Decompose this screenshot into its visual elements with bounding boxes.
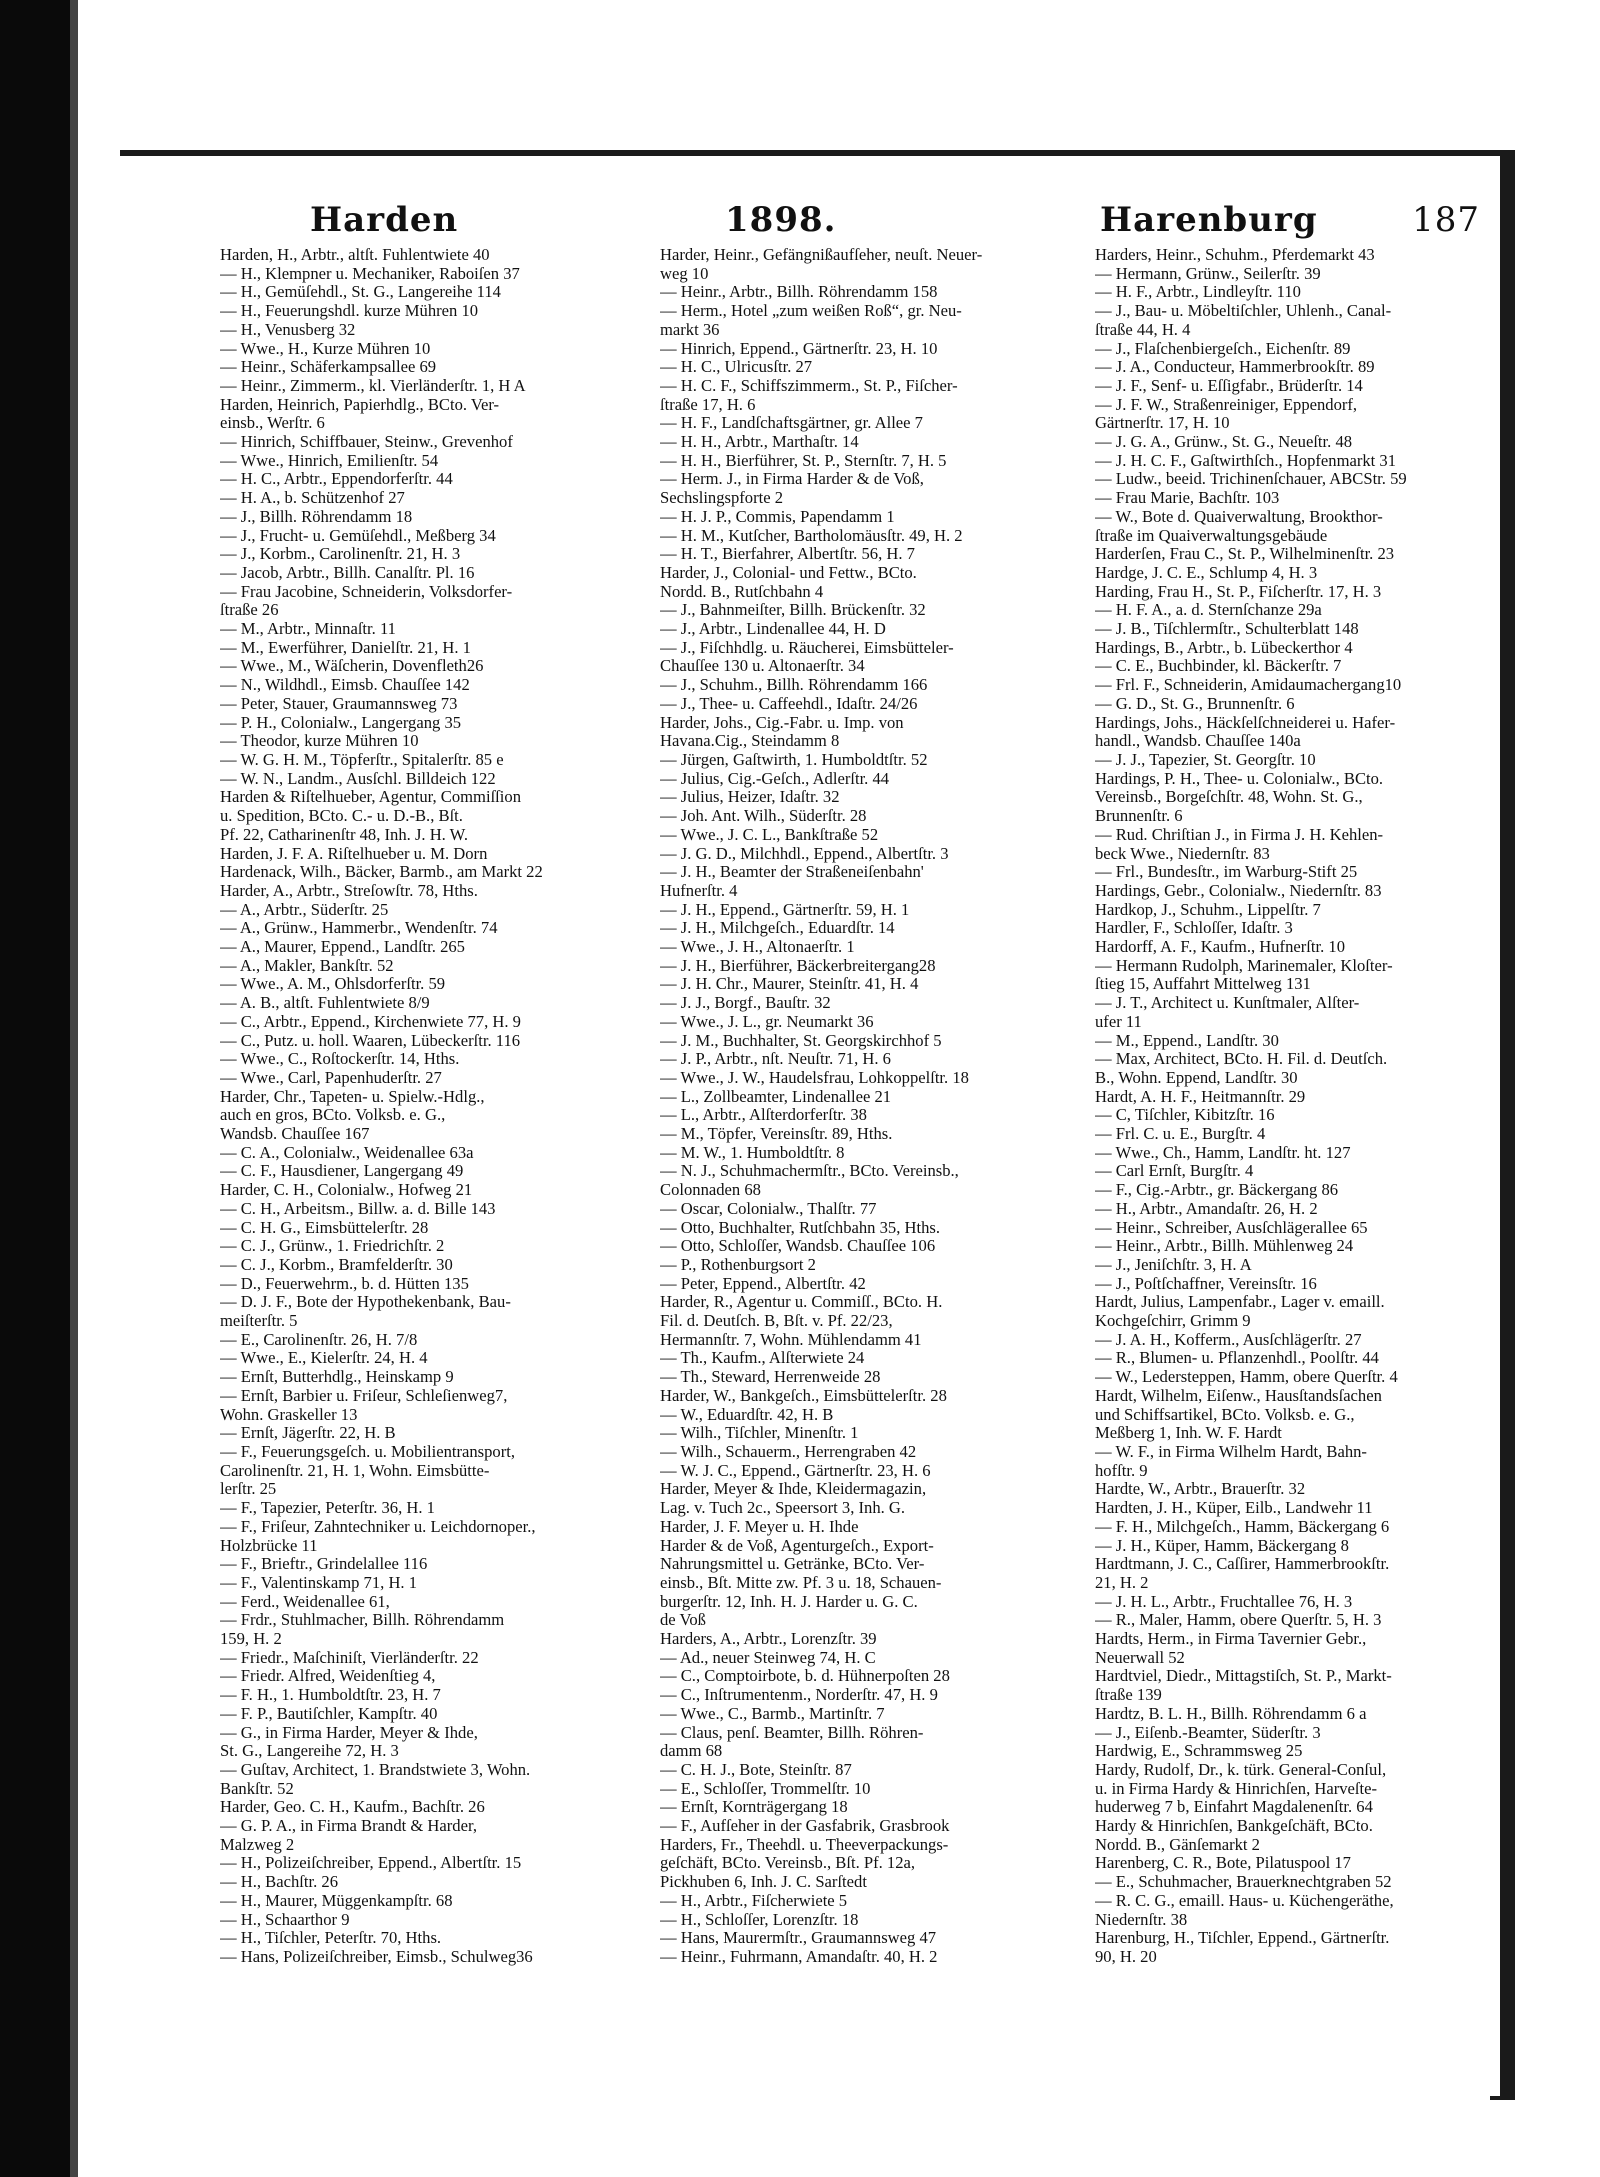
directory-entry-line: — C. J., Grünw., 1. Friedrichſtr. 2	[220, 1237, 445, 1256]
directory-entry-line: — E., Schloſſer, Trommelſtr. 10	[660, 1779, 871, 1798]
column-3	[1095, 246, 1495, 2076]
directory-entry-line: — Hans, Polizeiſchreiber, Eimsb., Schulweg36	[220, 1947, 533, 1966]
directory-entry-line: Wohn. Graskeller 13	[220, 1405, 358, 1424]
directory-entry-line: Harden, H., Arbtr., altſt. Fuhlentwiete 40	[220, 246, 490, 264]
directory-entry-line: ſtraße 17, H. 6	[660, 395, 756, 414]
directory-entry-line: — W. G. H. M., Töpferſtr., Spitalerſtr. 85 e	[220, 750, 504, 769]
directory-entry-line: — F., Friſeur, Zahntechniker u. Leichdornoper.,	[220, 1517, 536, 1536]
directory-entry-line: Kochgeſchirr, Grimm 9	[1095, 1312, 1251, 1331]
directory-entry-line: — J. B., Tiſchlermſtr., Schulterblatt 148	[1095, 620, 1359, 639]
directory-entry-line: — F., Brieftr., Grindelallee 116	[220, 1555, 428, 1574]
directory-entry-line: Hardings, B., Arbtr., b. Lübeckerthor 4	[1095, 638, 1353, 657]
directory-entry-line: — W. J. C., Eppend., Gärtnerſtr. 23, H. 6	[660, 1461, 931, 1480]
directory-entry-line: — F., Cig.-Arbtr., gr. Bäckergang 86	[1095, 1181, 1339, 1200]
directory-entry-line: — J. F. W., Straßenreiniger, Eppendorf,	[1095, 395, 1358, 414]
directory-entry-line: — Theodor, kurze Mühren 10	[220, 732, 419, 751]
directory-entry-line: Pf. 22, Catharinenſtr 48, Inh. J. H. W.	[220, 825, 468, 844]
directory-entry-line: — Frl. C. u. E., Burgſtr. 4	[1095, 1125, 1266, 1144]
directory-entry-line: Hardings, Johs., Häckſelſchneiderei u. Hafer-	[1095, 713, 1396, 732]
directory-entry-line: — Otto, Schloſſer, Wandsb. Chauſſee 106	[660, 1237, 936, 1256]
directory-entry-line: — H. A., b. Schützenhof 27	[220, 489, 405, 508]
directory-entry-line: — M., Eppend., Landſtr. 30	[1095, 1031, 1279, 1050]
directory-entry-line: 90, H. 20	[1095, 1947, 1157, 1966]
directory-entry-line: Nahrungsmittel u. Getränke, BCto. Ver-	[660, 1555, 925, 1574]
directory-entry-line: — C. H. G., Eimsbüttelerſtr. 28	[220, 1218, 429, 1237]
directory-entry-line: ſtraße 44, H. 4	[1095, 320, 1191, 339]
directory-entry-line: Pickhuben 6, Inh. J. C. Sarſtedt	[660, 1873, 867, 1892]
directory-entry-line: — Wwe., M., Wäſcherin, Dovenfleth26	[220, 657, 484, 676]
directory-entry-line: Hermannſtr. 7, Wohn. Mühlendamm 41	[660, 1330, 922, 1349]
directory-entry-line: — J., Arbtr., Lindenallee 44, H. D	[660, 620, 886, 639]
directory-entry-line: handl., Wandsb. Chauſſee 140a	[1095, 732, 1301, 751]
directory-entry-line: — H., Feuerungshdl. kurze Mühren 10	[220, 302, 479, 321]
directory-entry-line: — Wwe., J. H., Altonaerſtr. 1	[660, 938, 855, 957]
directory-entry-line: ſtieg 15, Auffahrt Mittelweg 131	[1095, 975, 1311, 994]
directory-entry-line: — J., Frucht- u. Gemüſehdl., Meßberg 34	[220, 526, 496, 545]
directory-entry-line: — L., Arbtr., Alſterdorferſtr. 38	[660, 1106, 867, 1125]
directory-entry-line: Harder, Johs., Cig.-Fabr. u. Imp. von	[660, 713, 904, 732]
directory-entry-line: — A., Arbtr., Süderſtr. 25	[220, 900, 389, 919]
directory-entry-line: — H. F., Landſchaftsgärtner, gr. Allee 7	[660, 414, 923, 433]
directory-entry-line: — J. J., Borgf., Bauſtr. 32	[660, 994, 831, 1013]
page-number: 187	[1412, 200, 1480, 240]
directory-entry-line: — Heinr., Arbtr., Billh. Mühlenweg 24	[1095, 1237, 1354, 1256]
directory-entry-line: Harder, Heinr., Gefängnißaufſeher, neuſt. Neuer-	[660, 246, 983, 264]
directory-entry-line: — M., Töpfer, Vereinsſtr. 89, Hths.	[660, 1125, 893, 1144]
directory-entry-line: — F., Tapezier, Peterſtr. 36, H. 1	[220, 1499, 435, 1518]
directory-entry-line: Hardenack, Wilh., Bäcker, Barmb., am Markt 22	[220, 863, 543, 882]
directory-entry-line: Hardt, Wilhelm, Eiſenw., Hausſtandsſachen	[1095, 1386, 1382, 1405]
directory-entry-line: — J. J., Tapezier, St. Georgſtr. 10	[1095, 750, 1316, 769]
directory-entry-line: — Hinrich, Schiffbauer, Steinw., Grevenhof	[220, 433, 513, 452]
directory-entry-line: — Th., Kaufm., Alſterwiete 24	[660, 1349, 865, 1368]
directory-entry-line: — Wwe., H., Kurze Mühren 10	[220, 339, 431, 358]
directory-entry-line: — Julius, Heizer, Idaſtr. 32	[660, 788, 840, 807]
directory-entry-line: — Wwe., C., Barmb., Martinſtr. 7	[660, 1704, 885, 1723]
directory-entry-line: Hardings, Gebr., Colonialw., Niedernſtr. 83	[1095, 881, 1382, 900]
directory-entry-line: — W., Ledersteppen, Hamm, obere Querſtr. 4	[1095, 1368, 1398, 1387]
directory-entry-line: Nordd. B., Gänſemarkt 2	[1095, 1835, 1260, 1854]
directory-entry-line: Hardorff, A. F., Kaufm., Hufnerſtr. 10	[1095, 938, 1345, 957]
directory-entry-line: — H. T., Bierfahrer, Albertſtr. 56, H. 7	[660, 545, 915, 564]
directory-entry-line: Harder, J., Colonial- und Fettw., BCto.	[660, 563, 917, 582]
directory-entry-line: Hardt, A. H. F., Heitmannſtr. 29	[1095, 1087, 1306, 1106]
directory-entry-line: — Peter, Stauer, Graumannsweg 73	[220, 694, 458, 713]
directory-entry-line: — H., Klempner u. Mechaniker, Raboiſen 37	[220, 264, 520, 283]
directory-entry-line: — J. A., Conducteur, Hammerbrookſtr. 89	[1095, 358, 1375, 377]
directory-entry-line: — P. H., Colonialw., Langergang 35	[220, 713, 462, 732]
directory-entry-line: — Ferd., Weidenallee 61,	[220, 1592, 390, 1611]
directory-entry-line: — Ernſt, Barbier u. Friſeur, Schleſienweg7,	[220, 1386, 508, 1405]
directory-entry-line: Hardts, Herm., in Firma Tavernier Gebr.,	[1095, 1630, 1367, 1649]
directory-entry-line: — H. C. F., Schiffszimmerm., St. P., Fiſcher-	[660, 376, 958, 395]
directory-entry-line: — Wwe., A. M., Ohlsdorferſtr. 59	[220, 975, 446, 994]
directory-entry-line: damm 68	[660, 1742, 723, 1761]
directory-entry-line: — J., Eiſenb.-Beamter, Süderſtr. 3	[1095, 1723, 1321, 1742]
directory-entry-line: Holzbrücke 11	[220, 1536, 318, 1555]
directory-entry-line: — F. P., Bautiſchler, Kampſtr. 40	[220, 1704, 438, 1723]
directory-entry-line: — J. H., Küper, Hamm, Bäckergang 8	[1095, 1536, 1349, 1555]
directory-entry-line: — Hermann, Grünw., Seilerſtr. 39	[1095, 264, 1321, 283]
directory-entry-line: Gärtnerſtr. 17, H. 10	[1095, 414, 1230, 433]
directory-entry-line: Harder, C. H., Colonialw., Hofweg 21	[220, 1181, 473, 1200]
directory-entry-line: huderweg 7 b, Einfahrt Magdalenenſtr. 64	[1095, 1798, 1373, 1817]
directory-entry-line: — H. H., Bierführer, St. P., Sternſtr. 7, H. 5	[660, 451, 947, 470]
directory-entry-line: 159, H. 2	[220, 1630, 282, 1649]
directory-entry-line: B., Wohn. Eppend, Landſtr. 30	[1095, 1068, 1298, 1087]
directory-entry-line: — Ernſt, Jägerſtr. 22, H. B	[220, 1424, 396, 1443]
directory-entry-line: Harenberg, C. R., Bote, Pilatuspool 17	[1095, 1854, 1351, 1873]
directory-entry-line: Harder, J. F. Meyer u. H. Ihde	[660, 1517, 859, 1536]
directory-entry-line: u. Spedition, BCto. C.- u. D.-B., Bſt.	[220, 807, 463, 826]
directory-entry-line: — Frl. F., Schneiderin, Amidaumachergang10	[1095, 676, 1402, 695]
directory-entry-line: de Voß	[660, 1611, 706, 1630]
directory-entry-line: — J. T., Architect u. Kunſtmaler, Alſter-	[1095, 994, 1360, 1013]
directory-entry-line: Wandsb. Chauſſee 167	[220, 1125, 370, 1144]
directory-entry-line: — C. H., Arbeitsm., Billw. a. d. Bille 143	[220, 1199, 496, 1218]
directory-entry-line: Harenburg, H., Tiſchler, Eppend., Gärtnerſtr.	[1095, 1929, 1390, 1948]
directory-entry-line: — H., Polizeiſchreiber, Eppend., Albertſtr. 15	[220, 1854, 522, 1873]
directory-entry-line: — J. G. A., Grünw., St. G., Neueſtr. 48	[1095, 433, 1353, 452]
directory-entry-line: — J., Billh. Röhrendamm 18	[220, 507, 413, 526]
directory-entry-line: — Frdr., Stuhlmacher, Billh. Röhrendamm	[220, 1611, 505, 1630]
directory-entry-line: — Otto, Buchhalter, Rutſchbahn 35, Hths.	[660, 1218, 941, 1237]
directory-entry-line: — D. J. F., Bote der Hypothekenbank, Bau-	[220, 1293, 511, 1312]
directory-entry-line: Carolinenſtr. 21, H. 1, Wohn. Eimsbütte-	[220, 1461, 490, 1480]
directory-entry-line: — Wwe., J. W., Haudelsfrau, Lohkoppelſtr. 18	[660, 1068, 969, 1087]
directory-entry-line: — N., Wildhdl., Eimsb. Chauſſee 142	[220, 676, 470, 695]
directory-entry-line: — H. C., Ulricusſtr. 27	[660, 358, 813, 377]
directory-entry-line: — H., Bachſtr. 26	[220, 1873, 338, 1892]
directory-entry-line: Harder, Geo. C. H., Kaufm., Bachſtr. 26	[220, 1798, 485, 1817]
directory-entry-line: Hardge, J. C. E., Schlump 4, H. 3	[1095, 563, 1318, 582]
page-header	[120, 200, 1500, 242]
directory-entry-line: ſtraße im Quaiverwaltungsgebäude	[1095, 526, 1328, 545]
directory-entry-line: und Schiffsartikel, BCto. Volksb. e. G.,	[1095, 1405, 1355, 1424]
scan-page-gutter	[70, 0, 78, 2177]
directory-entry-line: — C. E., Buchbinder, kl. Bäckerſtr. 7	[1095, 657, 1342, 676]
directory-entry-line: — Heinr., Schäferkampsallee 69	[220, 358, 437, 377]
directory-entry-line: Hardte, W., Arbtr., Brauerſtr. 32	[1095, 1480, 1306, 1499]
directory-entry-line: hofſtr. 9	[1095, 1461, 1148, 1480]
directory-entry-line: — J. H. C. F., Gaſtwirthſch., Hopfenmarkt 31	[1095, 451, 1397, 470]
directory-entry-line: Meßberg 1, Inh. W. F. Hardt	[1095, 1424, 1282, 1443]
header-left-keyword: Harden	[310, 200, 459, 240]
directory-entry-line: — H. F., Arbtr., Lindleyſtr. 110	[1095, 283, 1301, 302]
directory-entry-line: — Wwe., C., Roſtockerſtr. 14, Hths.	[220, 1050, 460, 1069]
directory-entry-line: u. in Firma Hardy & Hinrichſen, Harveſte-	[1095, 1779, 1378, 1798]
directory-entry-line: — Joh. Ant. Wilh., Süderſtr. 28	[660, 807, 867, 826]
directory-entry-line: — J., Poſtſchaffner, Vereinsſtr. 16	[1095, 1274, 1317, 1293]
directory-entry-line: Vereinsb., Borgeſchſtr. 48, Wohn. St. G.,	[1095, 788, 1363, 807]
directory-entry-line: — C., Arbtr., Eppend., Kirchenwiete 77, H. 9	[220, 1012, 521, 1031]
directory-entry-line: — M., Ewerführer, Danielſtr. 21, H. 1	[220, 638, 471, 657]
directory-entry-line: — J. F., Senf- u. Eſſigfabr., Brüderſtr. 14	[1095, 376, 1363, 395]
directory-entry-line: — Julius, Cig.-Geſch., Adlerſtr. 44	[660, 769, 890, 788]
column-2	[660, 246, 1060, 2076]
directory-entry-line: Sechslingspforte 2	[660, 489, 784, 508]
directory-entry-line: — H., Arbtr., Amandaſtr. 26, H. 2	[1095, 1199, 1318, 1218]
directory-entry-line: — Wwe., J. C. L., Bankſtraße 52	[660, 825, 879, 844]
directory-entry-line: — M., Arbtr., Minnaſtr. 11	[220, 620, 396, 639]
directory-entry-line: — Friedr. Alfred, Weidenſtieg 4,	[220, 1667, 436, 1686]
directory-entry-line: — F. H., Milchgeſch., Hamm, Bäckergang 6	[1095, 1517, 1390, 1536]
directory-entry-line: — H., Schloſſer, Lorenzſtr. 18	[660, 1910, 859, 1929]
directory-entry-line: — C., Inſtrumentenm., Norderſtr. 47, H. 9	[660, 1686, 938, 1705]
directory-entry-line: — C., Comptoirbote, b. d. Hühnerpoſten 28	[660, 1667, 950, 1686]
directory-entry-line: — G., in Firma Harder, Meyer & Ihde,	[220, 1723, 478, 1742]
directory-entry-line: — Rud. Chriſtian J., in Firma J. H. Kehlen-	[1095, 825, 1384, 844]
directory-entry-line: — Ernſt, Kornträgergang 18	[660, 1798, 848, 1817]
directory-entry-line: — P., Rothenburgsort 2	[660, 1255, 816, 1274]
directory-entry-line: — J., Bahnmeiſter, Billh. Brückenſtr. 32	[660, 601, 926, 620]
directory-entry-line: — J., Fiſchhdlg. u. Räucherei, Eimsbütteler-	[660, 638, 954, 657]
directory-entry-line: Bankſtr. 52	[220, 1779, 294, 1798]
directory-entry-line: lerſtr. 25	[220, 1480, 277, 1499]
directory-entry-line: — C. J., Korbm., Bramfelderſtr. 30	[220, 1255, 453, 1274]
directory-entry-line: — J., Korbm., Carolinenſtr. 21, H. 3	[220, 545, 461, 564]
directory-entry-line: Harder & de Voß, Agenturgeſch., Export-	[660, 1536, 934, 1555]
directory-entry-line: — C., Putz. u. holl. Waaren, Lübeckerſtr. 116	[220, 1031, 521, 1050]
directory-entry-line: Hardings, P. H., Thee- u. Colonialw., BCto.	[1095, 769, 1384, 788]
directory-entry-line: — Friedr., Maſchiniſt, Vierländerſtr. 22	[220, 1648, 479, 1667]
directory-entry-line: Nordd. B., Rutſchbahn 4	[660, 582, 824, 601]
directory-entry-line: — E., Schuhmacher, Brauerknechtgraben 52	[1095, 1873, 1392, 1892]
directory-entry-line: Harden, Heinrich, Papierhdlg., BCto. Ver-	[220, 395, 500, 414]
directory-entry-line: — Frau Jacobine, Schneiderin, Volksdorfer-	[220, 582, 513, 601]
directory-entry-line: Harder, R., Agentur u. Commiſſ., BCto. H.	[660, 1293, 943, 1312]
directory-entry-line: — Hans, Maurermſtr., Graumannsweg 47	[660, 1929, 937, 1948]
directory-entry-line: — J. H., Milchgeſch., Eduardſtr. 14	[660, 919, 895, 938]
directory-entry-line: — H., Maurer, Müggenkampſtr. 68	[220, 1891, 453, 1910]
directory-entry-line: — J. M., Buchhalter, St. Georgskirchhof 5	[660, 1031, 942, 1050]
column-1	[220, 246, 620, 2076]
directory-entry-line: — N. J., Schuhmachermſtr., BCto. Vereinsb.,	[660, 1162, 959, 1181]
directory-entry-line: — H. J. P., Commis, Papendamm 1	[660, 507, 895, 526]
directory-entry-line: — J. H. L., Arbtr., Fruchtallee 76, H. 3	[1095, 1592, 1353, 1611]
directory-entry-line: — Heinr., Zimmerm., kl. Vierländerſtr. 1, H A	[220, 376, 526, 395]
directory-entry-line: — Heinr., Arbtr., Billh. Röhrendamm 158	[660, 283, 938, 302]
scan-dark-margin	[0, 0, 70, 2177]
directory-entry-line: — J. H., Beamter der Straßeneiſenbahn'	[660, 863, 924, 882]
directory-entry-line: Hardler, F., Schloſſer, Idaſtr. 3	[1095, 919, 1293, 938]
directory-entry-line: Brunnenſtr. 6	[1095, 807, 1183, 826]
directory-entry-line: — H. M., Kutſcher, Bartholomäusſtr. 49, H. 2	[660, 526, 963, 545]
directory-entry-line: — Carl Ernſt, Burgſtr. 4	[1095, 1162, 1254, 1181]
directory-entry-line: — H. H., Arbtr., Marthaſtr. 14	[660, 433, 859, 452]
directory-entry-line: Harders, Fr., Theehdl. u. Theeverpackungs-	[660, 1835, 949, 1854]
directory-entry-line: — J. H., Bierführer, Bäckerbreitergang28	[660, 956, 936, 975]
directory-entry-line: — Claus, penſ. Beamter, Billh. Röhren-	[660, 1723, 924, 1742]
directory-entry-line: — C. A., Colonialw., Weidenallee 63a	[220, 1143, 474, 1162]
directory-entry-line: Hufnerſtr. 4	[660, 881, 738, 900]
directory-entry-line: — Frau Marie, Bachſtr. 103	[1095, 489, 1280, 508]
directory-entry-line: — Ad., neuer Steinweg 74, H. C	[660, 1648, 876, 1667]
directory-entry-line: — R., Blumen- u. Pflanzenhdl., Poolſtr. 44	[1095, 1349, 1379, 1368]
directory-entry-line: Harders, A., Arbtr., Lorenzſtr. 39	[660, 1630, 877, 1649]
directory-entry-line: — F., Valentinskamp 71, H. 1	[220, 1573, 418, 1592]
directory-entry-line: Fil. d. Deutſch. B, Bſt. v. Pf. 22/23,	[660, 1312, 893, 1331]
directory-entry-line: Hardwig, E., Schrammsweg 25	[1095, 1742, 1303, 1761]
directory-entry-line: — H., Venusberg 32	[220, 320, 356, 339]
directory-entry-line: — H., Gemüſehdl., St. G., Langereihe 114	[220, 283, 501, 302]
directory-entry-line: — W., Bote d. Quaiverwaltung, Brookthor-	[1095, 507, 1383, 526]
directory-entry-line: 21, H. 2	[1095, 1573, 1149, 1592]
directory-entry-line: — W., Eduardſtr. 42, H. B	[660, 1405, 834, 1424]
directory-entry-line: — C. H. J., Bote, Steinſtr. 87	[660, 1760, 852, 1779]
directory-entry-line: — Wwe., J. L., gr. Neumarkt 36	[660, 1012, 874, 1031]
directory-entry-line: — H. C., Arbtr., Eppendorferſtr. 44	[220, 470, 453, 489]
directory-entry-line: — A., Maurer, Eppend., Landſtr. 265	[220, 938, 465, 957]
directory-entry-line: Hardtviel, Diedr., Mittagstiſch, St. P., Markt-	[1095, 1667, 1392, 1686]
directory-entry-line: — A. B., altſt. Fuhlentwiete 8/9	[220, 994, 430, 1013]
directory-entry-line: — Max, Architect, BCto. H. Fil. d. Deutſch.	[1095, 1050, 1388, 1069]
directory-entry-line: — Frl., Bundesſtr., im Warburg-Stift 25	[1095, 863, 1358, 882]
directory-entry-line: Hardten, J. H., Küper, Eilb., Landwehr 11	[1095, 1499, 1373, 1518]
directory-entry-line: ſtraße 139	[1095, 1686, 1162, 1705]
directory-entry-line: — F. H., 1. Humboldtſtr. 23, H. 7	[220, 1686, 441, 1705]
directory-entry-line: — Wwe., Ch., Hamm, Landſtr. ht. 127	[1095, 1143, 1351, 1162]
directory-entry-line: — F., Aufſeher in der Gasfabrik, Grasbrook	[660, 1817, 950, 1836]
directory-entry-line: — Th., Steward, Herrenweide 28	[660, 1368, 881, 1387]
directory-entry-line: einsb., Werſtr. 6	[220, 414, 325, 433]
directory-entry-line: — H., Arbtr., Fiſcherwiete 5	[660, 1891, 848, 1910]
directory-entry-line: — Jürgen, Gaſtwirth, 1. Humboldtſtr. 52	[660, 750, 928, 769]
directory-entry-line: — J., Schuhm., Billh. Röhrendamm 166	[660, 676, 928, 695]
directory-entry-line: meiſterſtr. 5	[220, 1312, 298, 1331]
directory-entry-line: — E., Carolinenſtr. 26, H. 7/8	[220, 1330, 418, 1349]
directory-entry-line: — Peter, Eppend., Albertſtr. 42	[660, 1274, 866, 1293]
directory-entry-line: Havana.Cig., Steindamm 8	[660, 732, 840, 751]
directory-entry-line: Harder, Chr., Tapeten- u. Spielw.-Hdlg.,	[220, 1087, 485, 1106]
directory-entry-line: — Wilh., Tiſchler, Minenſtr. 1	[660, 1424, 859, 1443]
directory-entry-line: — Herm. J., in Firma Harder & de Voß,	[660, 470, 924, 489]
directory-entry-line: Chauſſee 130 u. Altonaerſtr. 34	[660, 657, 865, 676]
directory-entry-line: — R., Maler, Hamm, obere Querſtr. 5, H. 3	[1095, 1611, 1382, 1630]
directory-entry-line: — C. F., Hausdiener, Langergang 49	[220, 1162, 464, 1181]
directory-entry-line: Harden & Riſtelhueber, Agentur, Commiſſion	[220, 788, 521, 807]
directory-entry-line: — Heinr., Schreiber, Ausſchlägerallee 65	[1095, 1218, 1368, 1237]
directory-entry-line: — H., Schaarthor 9	[220, 1910, 350, 1929]
directory-entry-line: Hardtz, B. L. H., Billh. Röhrendamm 6 a	[1095, 1704, 1367, 1723]
directory-entry-line: St. G., Langereihe 72, H. 3	[220, 1742, 399, 1761]
directory-entry-line: — C, Tiſchler, Kibitzſtr. 16	[1095, 1106, 1275, 1125]
directory-entry-line: — G. D., St. G., Brunnenſtr. 6	[1095, 694, 1295, 713]
directory-entry-line: auch en gros, BCto. Volksb. e. G.,	[220, 1106, 446, 1125]
directory-entry-line: Hardkop, J., Schuhm., Lippelſtr. 7	[1095, 900, 1321, 919]
directory-entry-line: — Wwe., Hinrich, Emilienſtr. 54	[220, 451, 439, 470]
directory-entry-line: burgerſtr. 12, Inh. H. J. Harder u. G. C.	[660, 1592, 918, 1611]
directory-entry-line: — D., Feuerwehrm., b. d. Hütten 135	[220, 1274, 469, 1293]
directory-entry-line: Lag. v. Tuch 2c., Speersort 3, Inh. G.	[660, 1499, 906, 1518]
directory-entry-line: geſchäft, BCto. Vereinsb., Bſt. Pf. 12a,	[660, 1854, 916, 1873]
directory-entry-line: — M. W., 1. Humboldtſtr. 8	[660, 1143, 845, 1162]
directory-entry-line: — Hinrich, Eppend., Gärtnerſtr. 23, H. 10	[660, 339, 938, 358]
directory-entry-line: — W. F., in Firma Wilhelm Hardt, Bahn-	[1095, 1443, 1367, 1461]
directory-entry-line: — W. N., Landm., Ausſchl. Billdeich 122	[220, 769, 496, 788]
directory-entry-line: ſtraße 26	[220, 601, 279, 620]
directory-entry-line: ufer 11	[1095, 1012, 1142, 1031]
directory-entry-line: — Wilh., Schauerm., Herrengraben 42	[660, 1443, 917, 1461]
directory-entry-line: beck Wwe., Niedernſtr. 83	[1095, 844, 1270, 863]
header-year: 1898.	[725, 200, 837, 240]
directory-entry-line: Niedernſtr. 38	[1095, 1910, 1188, 1929]
directory-entry-line: — J., Jeniſchſtr. 3, H. A	[1095, 1255, 1252, 1274]
directory-entry-line: — L., Zollbeamter, Lindenallee 21	[660, 1087, 892, 1106]
directory-entry-line: — Oscar, Colonialw., Thalſtr. 77	[660, 1199, 877, 1218]
directory-entry-line: — H. F. A., a. d. Sternſchanze 29a	[1095, 601, 1322, 620]
directory-entry-line: Hardt, Julius, Lampenfabr., Lager v. emaill.	[1095, 1293, 1385, 1312]
directory-entry-line: Hardy & Hinrichſen, Bankgeſchäft, BCto.	[1095, 1817, 1373, 1836]
directory-entry-line: Harders, Heinr., Schuhm., Pferdemarkt 43	[1095, 246, 1375, 264]
directory-entry-line: — H., Tiſchler, Peterſtr. 70, Hths.	[220, 1929, 442, 1948]
directory-entry-line: — J. G. D., Milchhdl., Eppend., Albertſtr. 3	[660, 844, 949, 863]
directory-entry-line: — Ernſt, Butterhdlg., Heinskamp 9	[220, 1368, 454, 1387]
directory-entry-line: — G. P. A., in Firma Brandt & Harder,	[220, 1817, 477, 1836]
directory-entry-line: — J. P., Arbtr., nſt. Neuſtr. 71, H. 6	[660, 1050, 891, 1069]
directory-entry-line: Harderſen, Frau C., St. P., Wilhelminenſtr. 23	[1095, 545, 1395, 564]
directory-entry-line: — Hermann Rudolph, Marinemaler, Kloſter-	[1095, 956, 1393, 975]
directory-entry-line: Harding, Frau H., St. P., Fiſcherſtr. 17, H. 3	[1095, 582, 1382, 601]
directory-entry-line: Colonnaden 68	[660, 1181, 761, 1200]
directory-entry-line: Harder, A., Arbtr., Streſowſtr. 78, Hths.	[220, 881, 478, 900]
directory-entry-line: Harden, J. F. A. Riſtelhueber u. M. Dorn	[220, 844, 488, 863]
directory-entry-line: — J., Flaſchenbiergeſch., Eichenſtr. 89	[1095, 339, 1351, 358]
directory-entry-line: Harder, W., Bankgeſch., Eimsbüttelerſtr. 28	[660, 1386, 947, 1405]
directory-entry-line: — R. C. G., emaill. Haus- u. Küchengeräthe,	[1095, 1891, 1394, 1910]
directory-entry-line: markt 36	[660, 320, 720, 339]
directory-entry-line: — J. A. H., Kofferm., Ausſchlägerſtr. 27	[1095, 1330, 1362, 1349]
directory-entry-line: — A., Grünw., Hammerbr., Wendenſtr. 74	[220, 919, 498, 938]
directory-entry-line: — Ludw., beeid. Trichinenſchauer, ABCStr. 59	[1095, 470, 1407, 489]
directory-entry-line: — J., Bau- u. Möbeltiſchler, Uhlenh., Canal-	[1095, 302, 1392, 321]
directory-entry-line: weg 10	[660, 264, 709, 283]
directory-entry-line: — Heinr., Fuhrmann, Amandaſtr. 40, H. 2	[660, 1947, 938, 1966]
directory-entry-line: — A., Makler, Bankſtr. 52	[220, 956, 394, 975]
header-right-keyword: Harenburg	[1100, 200, 1318, 240]
directory-entry-line: — Wwe., Carl, Papenhuderſtr. 27	[220, 1068, 442, 1087]
directory-entry-line: — Wwe., E., Kielerſtr. 24, H. 4	[220, 1349, 428, 1368]
directory-entry-line: — J., Thee- u. Caffeehdl., Idaſtr. 24/26	[660, 694, 918, 713]
directory-entry-line: Neuerwall 52	[1095, 1648, 1185, 1667]
directory-entry-line: — Guſtav, Architect, 1. Brandstwiete 3, Wohn.	[220, 1760, 531, 1779]
directory-entry-line: — F., Feuerungsgeſch. u. Mobilientransport,	[220, 1443, 516, 1461]
directory-entry-line: — Jacob, Arbtr., Billh. Canalſtr. Pl. 16	[220, 563, 475, 582]
directory-entry-line: — J. H., Eppend., Gärtnerſtr. 59, H. 1	[660, 900, 910, 919]
directory-entry-line: Hardy, Rudolf, Dr., k. türk. General-Conſul,	[1095, 1760, 1387, 1779]
directory-entry-line: Harder, Meyer & Ihde, Kleidermagazin,	[660, 1480, 927, 1499]
directory-entry-line: — J. H. Chr., Maurer, Steinſtr. 41, H. 4	[660, 975, 919, 994]
directory-entry-line: — Herm., Hotel „zum weißen Roß“, gr. Neu-	[660, 302, 962, 321]
directory-entry-line: Malzweg 2	[220, 1835, 295, 1854]
directory-entry-line: einsb., Bſt. Mitte zw. Pf. 3 u. 18, Schauen-	[660, 1573, 942, 1592]
directory-page	[120, 150, 1500, 2096]
directory-entry-line: Hardtmann, J. C., Caſſirer, Hammerbrookſtr.	[1095, 1555, 1390, 1574]
